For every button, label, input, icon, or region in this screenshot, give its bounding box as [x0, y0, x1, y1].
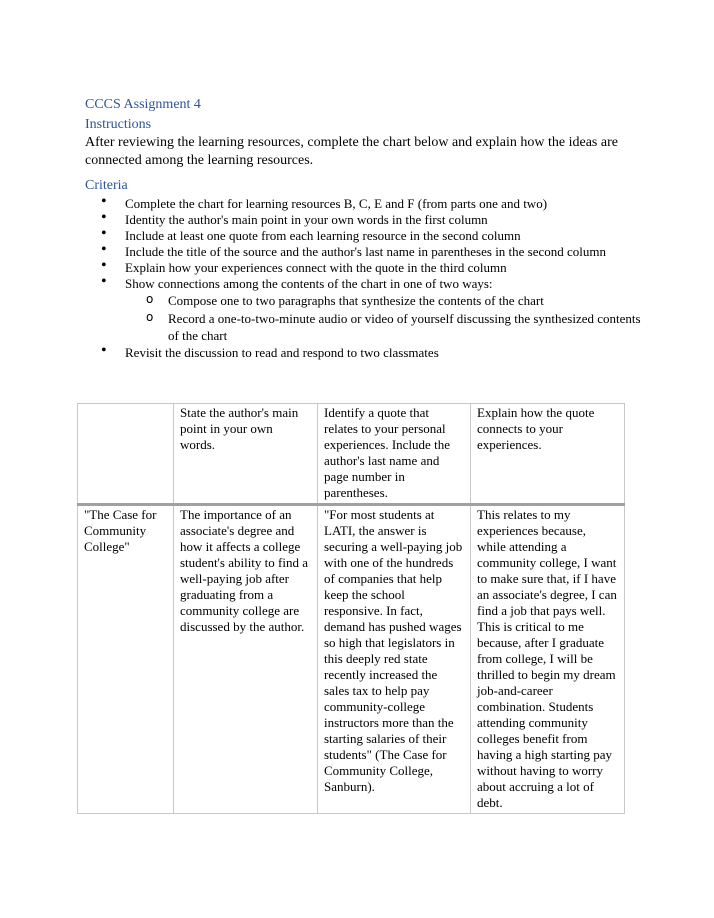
criteria-list — [85, 196, 645, 361]
criteria-item — [85, 276, 645, 345]
document-title: CCCS Assignment 4 — [85, 97, 201, 112]
cell-quote: "For most students at LATI, the answer is securing a well-paying job with one of the hundreds of companies that help keep the school responsive. In fact, demand has pushed wages so high that legislators in this deeply red state recently increased the sales tax to help pay community-college instructors more than the starting salaries of their students" (The Case for Community College, Sanburn). — [318, 505, 471, 814]
criteria-subitem: o Record a one-to-two-minute audio or video of yourself discussing the synthesized contents of the chart — [125, 310, 645, 345]
header-cell-empty — [78, 404, 174, 505]
criteria-item: • Complete the chart for learning resources B, C, E and F (from parts one and two) — [85, 196, 645, 212]
cell-connection: This relates to my experiences because, while attending a community college, I want to make sure that, if I have an associate's degree, I can find a job that pays well. This is critical to me because, after I graduate from college, I will be thrilled to begin my dream job-and-career combination. Students attending community colleges benefit from having a high starting pay without having to worry about accruing a lot of debt. — [471, 505, 625, 814]
header-cell-connection: Explain how the quote connects to your experiences. — [471, 404, 625, 505]
criteria-item: • Include at least one quote from each learning resource in the second column — [85, 228, 645, 244]
instructions-text: After reviewing the learning resources, complete the chart below and explain how the ideas are connected among the learning resources. — [85, 135, 618, 168]
criteria-item: • Explain how your experiences connect with the quote in the third column — [85, 260, 645, 276]
table-row — [78, 505, 625, 814]
table-header-row — [78, 404, 625, 505]
criteria-heading: Criteria — [85, 178, 128, 193]
criteria-item: • Identity the author's main point in your own words in the first column — [85, 212, 645, 228]
learning-resources-chart — [77, 403, 625, 814]
criteria-item: • Include the title of the source and the author's last name in parentheses in the second column — [85, 244, 645, 260]
criteria-subitem: o Compose one to two paragraphs that synthesize the contents of the chart — [125, 292, 645, 310]
instructions-heading: Instructions — [85, 117, 152, 132]
cell-source-title: "The Case for Community College" — [78, 505, 174, 814]
header-cell-quote: Identify a quote that relates to your personal experiences. Include the author's last name and page number in parentheses. — [318, 404, 471, 505]
cell-main-point: The importance of an associate's degree and how it affects a college student's ability to find a well-paying job after graduating from a community college are discussed by the author. — [174, 505, 318, 814]
criteria-item-text: Show connections among the contents of the chart in one of two ways: — [125, 276, 493, 291]
header-cell-main-point: State the author's main point in your own words. — [174, 404, 318, 505]
criteria-item: • Revisit the discussion to read and respond to two classmates — [85, 345, 645, 361]
criteria-sublist — [125, 292, 645, 345]
